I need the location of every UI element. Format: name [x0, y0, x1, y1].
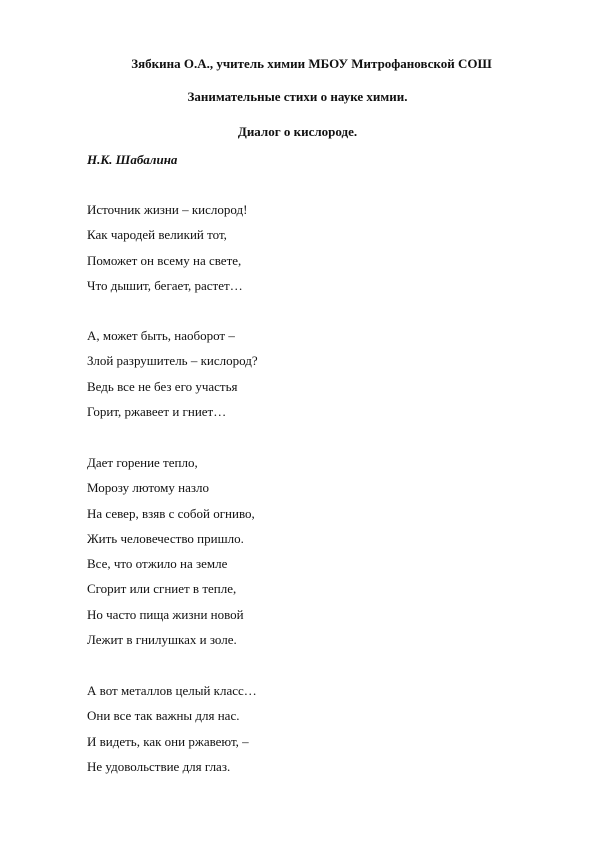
stanza-4 — [87, 678, 257, 779]
stanza-3 — [87, 450, 255, 652]
poem-line: Источник жизни – кислород! — [87, 202, 248, 217]
poem-line: Не удовольствие для глаз. — [87, 758, 231, 774]
poem-line: Лежит в гнилушках и золе. — [87, 632, 237, 648]
poem-line: Горит, ржавеет и гниет… — [87, 403, 227, 419]
poem-line: И видеть, как они ржавеют, – — [87, 733, 249, 749]
poem-line: Но часто пища жизни новой — [87, 606, 244, 622]
poem-line: Жить человечество пришло. — [87, 530, 244, 546]
stanza-1 — [87, 197, 247, 298]
stanza-2 — [87, 323, 258, 424]
poem-line: А, может быть, наоборот – — [87, 328, 235, 343]
header-line: Зябкина О.А., учитель химии МБОУ Митрофановской СОШ — [131, 56, 492, 71]
poem-line: Все, что отжило на земле — [87, 556, 228, 572]
poem-title: Диалог о кислороде. — [237, 124, 358, 139]
poem-line: Как чародей великий тот, — [87, 227, 227, 243]
poem-line: Морозу лютому назло — [87, 480, 209, 496]
poem-line: Дает горение тепло, — [87, 455, 198, 470]
poem-line: Ведь все не без его участья — [87, 378, 238, 394]
poem-line: На север, взяв с собой огниво, — [87, 505, 255, 521]
poem-line: А вот металлов целый класс… — [87, 683, 257, 698]
document-subtitle: Занимательные стихи о науке химии. — [187, 89, 408, 104]
poem-line: Они все так важны для нас. — [87, 708, 240, 724]
poem-line: Что дышит, бегает, растет… — [87, 277, 243, 293]
poem-line: Поможет он всему на свете, — [87, 252, 242, 268]
poem-line: Сгорит или сгниет в тепле, — [87, 581, 237, 597]
poem-author: Н.К. Шабалина — [87, 152, 178, 167]
poem-line: Злой разрушитель – кислород? — [87, 353, 258, 369]
